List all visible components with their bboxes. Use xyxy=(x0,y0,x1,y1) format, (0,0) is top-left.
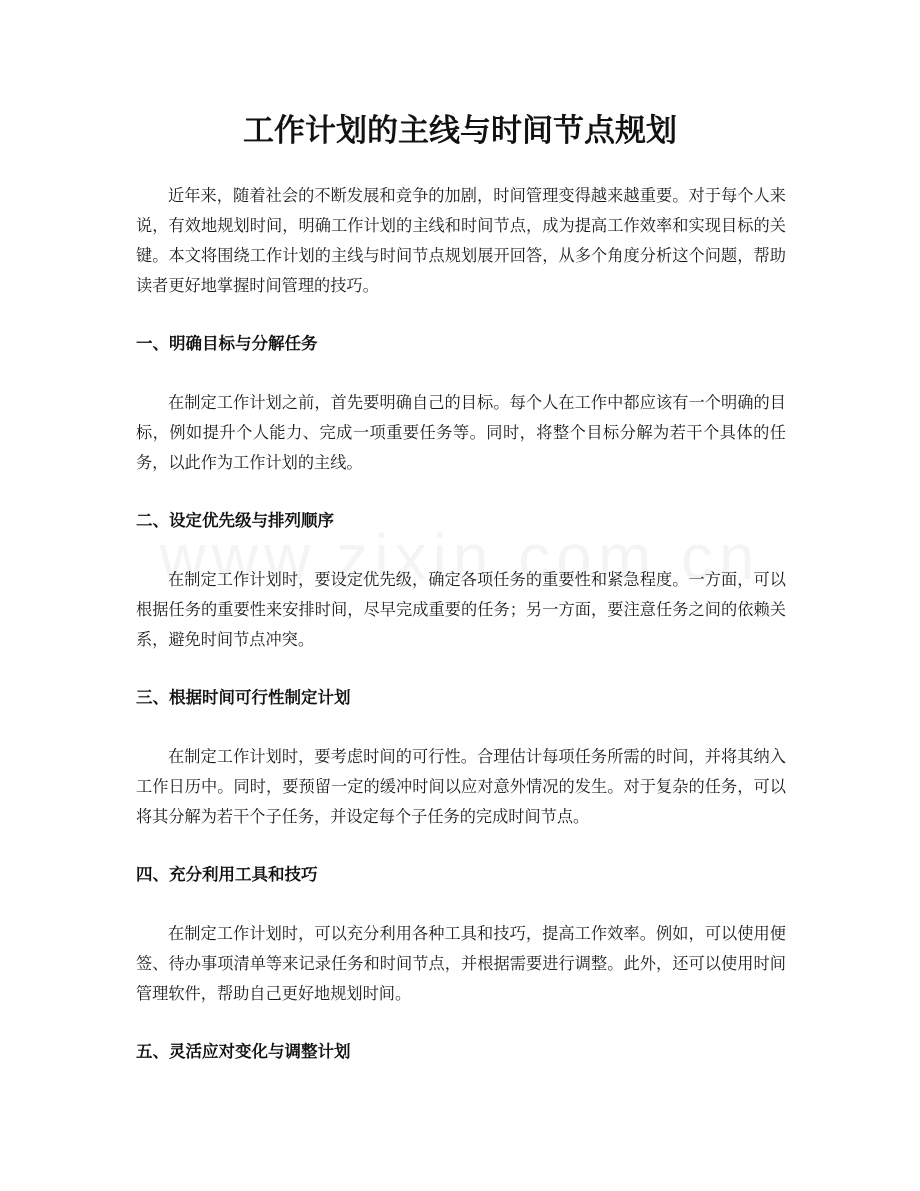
section-body-1: 在制定工作计划之前，首先要明确自己的目标。每个人在工作中都应该有一个明确的目标，例如提升个人能力、完成一项重要任务等。同时，将整个目标分解为若干个具体的任务，以此作为工作计划的主线。 xyxy=(136,393,786,472)
intro-paragraph: 近年来，随着社会的不断发展和竞争的加剧，时间管理变得越来越重要。对于每个人来说，有效地规划时间，明确工作计划的主线和时间节点，成为提高工作效率和实现目标的关键。本文将围绕工作计划的主线与时间节点规划展开回答，从多个角度分析这个问题，帮助读者更好地掌握时间管理的技巧。 xyxy=(136,186,786,295)
section-body-3: 在制定工作计划时，要考虑时间的可行性。合理估计每项任务所需的时间，并将其纳入工作日历中。同时，要预留一定的缓冲时间以应对意外情况的发生。对于复杂的任务，可以将其分解为若干个子任务，并设定每个子任务的完成时间节点。 xyxy=(136,747,786,826)
section-body-2: 在制定工作计划时，要设定优先级，确定各项任务的重要性和紧急程度。一方面，可以根据任务的重要性来安排时间，尽早完成重要的任务；另一方面，要注意任务之间的依赖关系，避免时间节点冲突。 xyxy=(136,570,786,649)
section-heading-5: 五、灵活应对变化与调整计划 xyxy=(136,1042,351,1061)
section-heading-3: 三、根据时间可行性制定计划 xyxy=(136,688,351,707)
section-body-4: 在制定工作计划时，可以充分利用各种工具和技巧，提高工作效率。例如，可以使用便签、待办事项清单等来记录任务和时间节点，并根据需要进行调整。此外，还可以使用时间管理软件，帮助自己更好地规划时间。 xyxy=(136,924,786,1003)
document-body xyxy=(136,181,786,1067)
section-heading-1: 一、明确目标与分解任务 xyxy=(136,334,318,353)
section-heading-4: 四、充分利用工具和技巧 xyxy=(136,865,318,884)
section-heading-2: 二、设定优先级与排列顺序 xyxy=(136,511,334,530)
document-title: 工作计划的主线与时间节点规划 xyxy=(243,113,677,149)
